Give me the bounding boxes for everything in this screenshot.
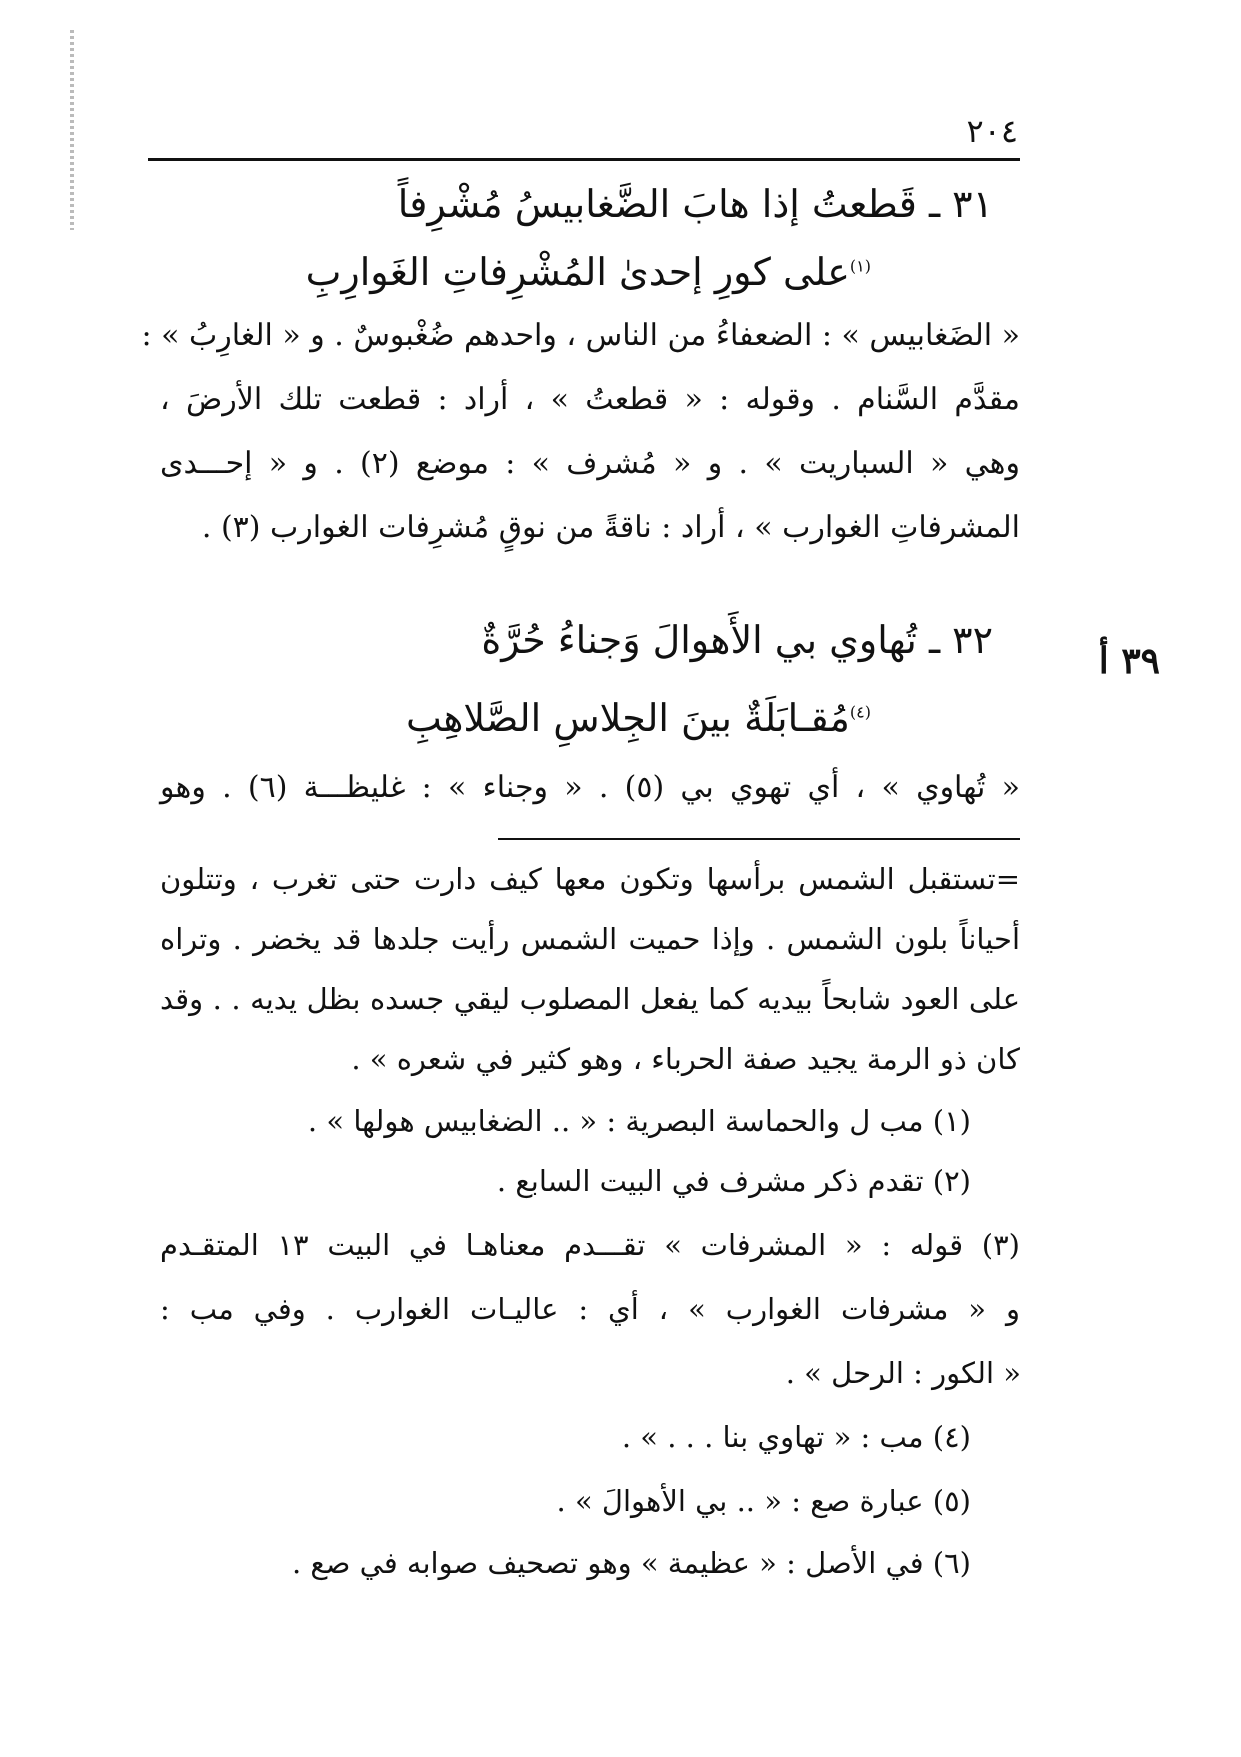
footnote-ref: (٤) xyxy=(849,702,871,722)
footnote-6: (٦) في الأصل : « عظيمة » وهو تصحيف صوابه في صع . xyxy=(291,1546,971,1580)
commentary-31-line-2: مقدَّم السَّنام . وقوله : « قطعتُ » ، أراد : قطعت تلك الأرضَ ، xyxy=(160,382,1020,417)
margin-folio-note: ٣٩ أ xyxy=(1098,640,1160,682)
verse-31-hemistich-1: ٣١ ـ قَطعتُ إذا هابَ الضَّغابيسُ مُشْرِفاً xyxy=(397,182,993,226)
commentary-31-line-1: « الضَغابيس » : الضعفاءُ من الناس ، واحدهم ضُغْبوسٌ . و « الغارِبُ » : xyxy=(141,318,1020,353)
footnote-1: (١) مب ل والحماسة البصرية : « .. الضغابيس هولها » . xyxy=(307,1104,971,1138)
footnote-ref: (١) xyxy=(849,256,871,276)
continuation-line-4: كان ذو الرمة يجيد صفة الحرباء ، وهو كثير في شعره » . xyxy=(351,1042,1020,1076)
header-rule xyxy=(148,158,1020,161)
footnote-5: (٥) عبارة صع : « .. بي الأهوالَ » . xyxy=(556,1484,971,1518)
footnote-3-cont-1: و « مشرفات الغوارب » ، أي : عاليـات الغوارب . وفي مب : xyxy=(160,1292,1020,1326)
footnote-separator xyxy=(498,838,1020,840)
continuation-line-3: على العود شابحاً بيديه كما يفعل المصلوب ليقي جسده بظل يديه . . وقد xyxy=(160,982,1020,1016)
continuation-line-2: أحياناً بلون الشمس . وإذا حميت الشمس رأيت جلدها قد يخضر . وتراه xyxy=(160,922,1020,956)
continuation-line-1: =تستقبل الشمس برأسها وتكون معها كيف دارت حتى تغرب ، وتتلون xyxy=(160,862,1020,896)
scan-edge-mark xyxy=(70,30,74,230)
verse-32-hemistich-1: ٣٢ ـ تُهاوي بي الأَهوالَ وَجناءُ حُرَّةٌ xyxy=(481,618,993,662)
commentary-31-line-3: وهي « السباريت » . و « مُشرف » : موضع (٢) . و « إحـــدى xyxy=(160,446,1020,481)
footnote-3: (٣) قوله : « المشرفات » تقـــدم معناهـا في البيت ١٣ المتقـدم xyxy=(160,1228,1020,1262)
commentary-32-line-1: « تُهاوي » ، أي تهوي بي (٥) . « وجناء » : غليظـــة (٦) . وهو xyxy=(160,770,1020,805)
verse-31-hemistich-2: $^{(١)}$على كورِ إحدىٰ المُشْرِفاتِ الغَوارِبِ xyxy=(305,250,871,294)
commentary-31-line-4: المشرفاتِ الغوارب » ، أراد : ناقةً من نوقٍ مُشرِفات الغوارب (٣) . xyxy=(201,510,1020,545)
verse-32-hemistich-2: $^{(٤)}$مُقـابَلَةٌ بينَ الجِلاسِ الصَّلاهِبِ xyxy=(406,696,871,740)
page-number: ٢٠٤ xyxy=(966,112,1018,150)
footnote-4: (٤) مب : « تهاوي بنا . . . » . xyxy=(621,1420,971,1454)
footnote-3-cont-2: « الكور : الرحل » . xyxy=(785,1356,1021,1390)
footnote-2: (٢) تقدم ذكر مشرف في البيت السابع . xyxy=(496,1164,971,1198)
